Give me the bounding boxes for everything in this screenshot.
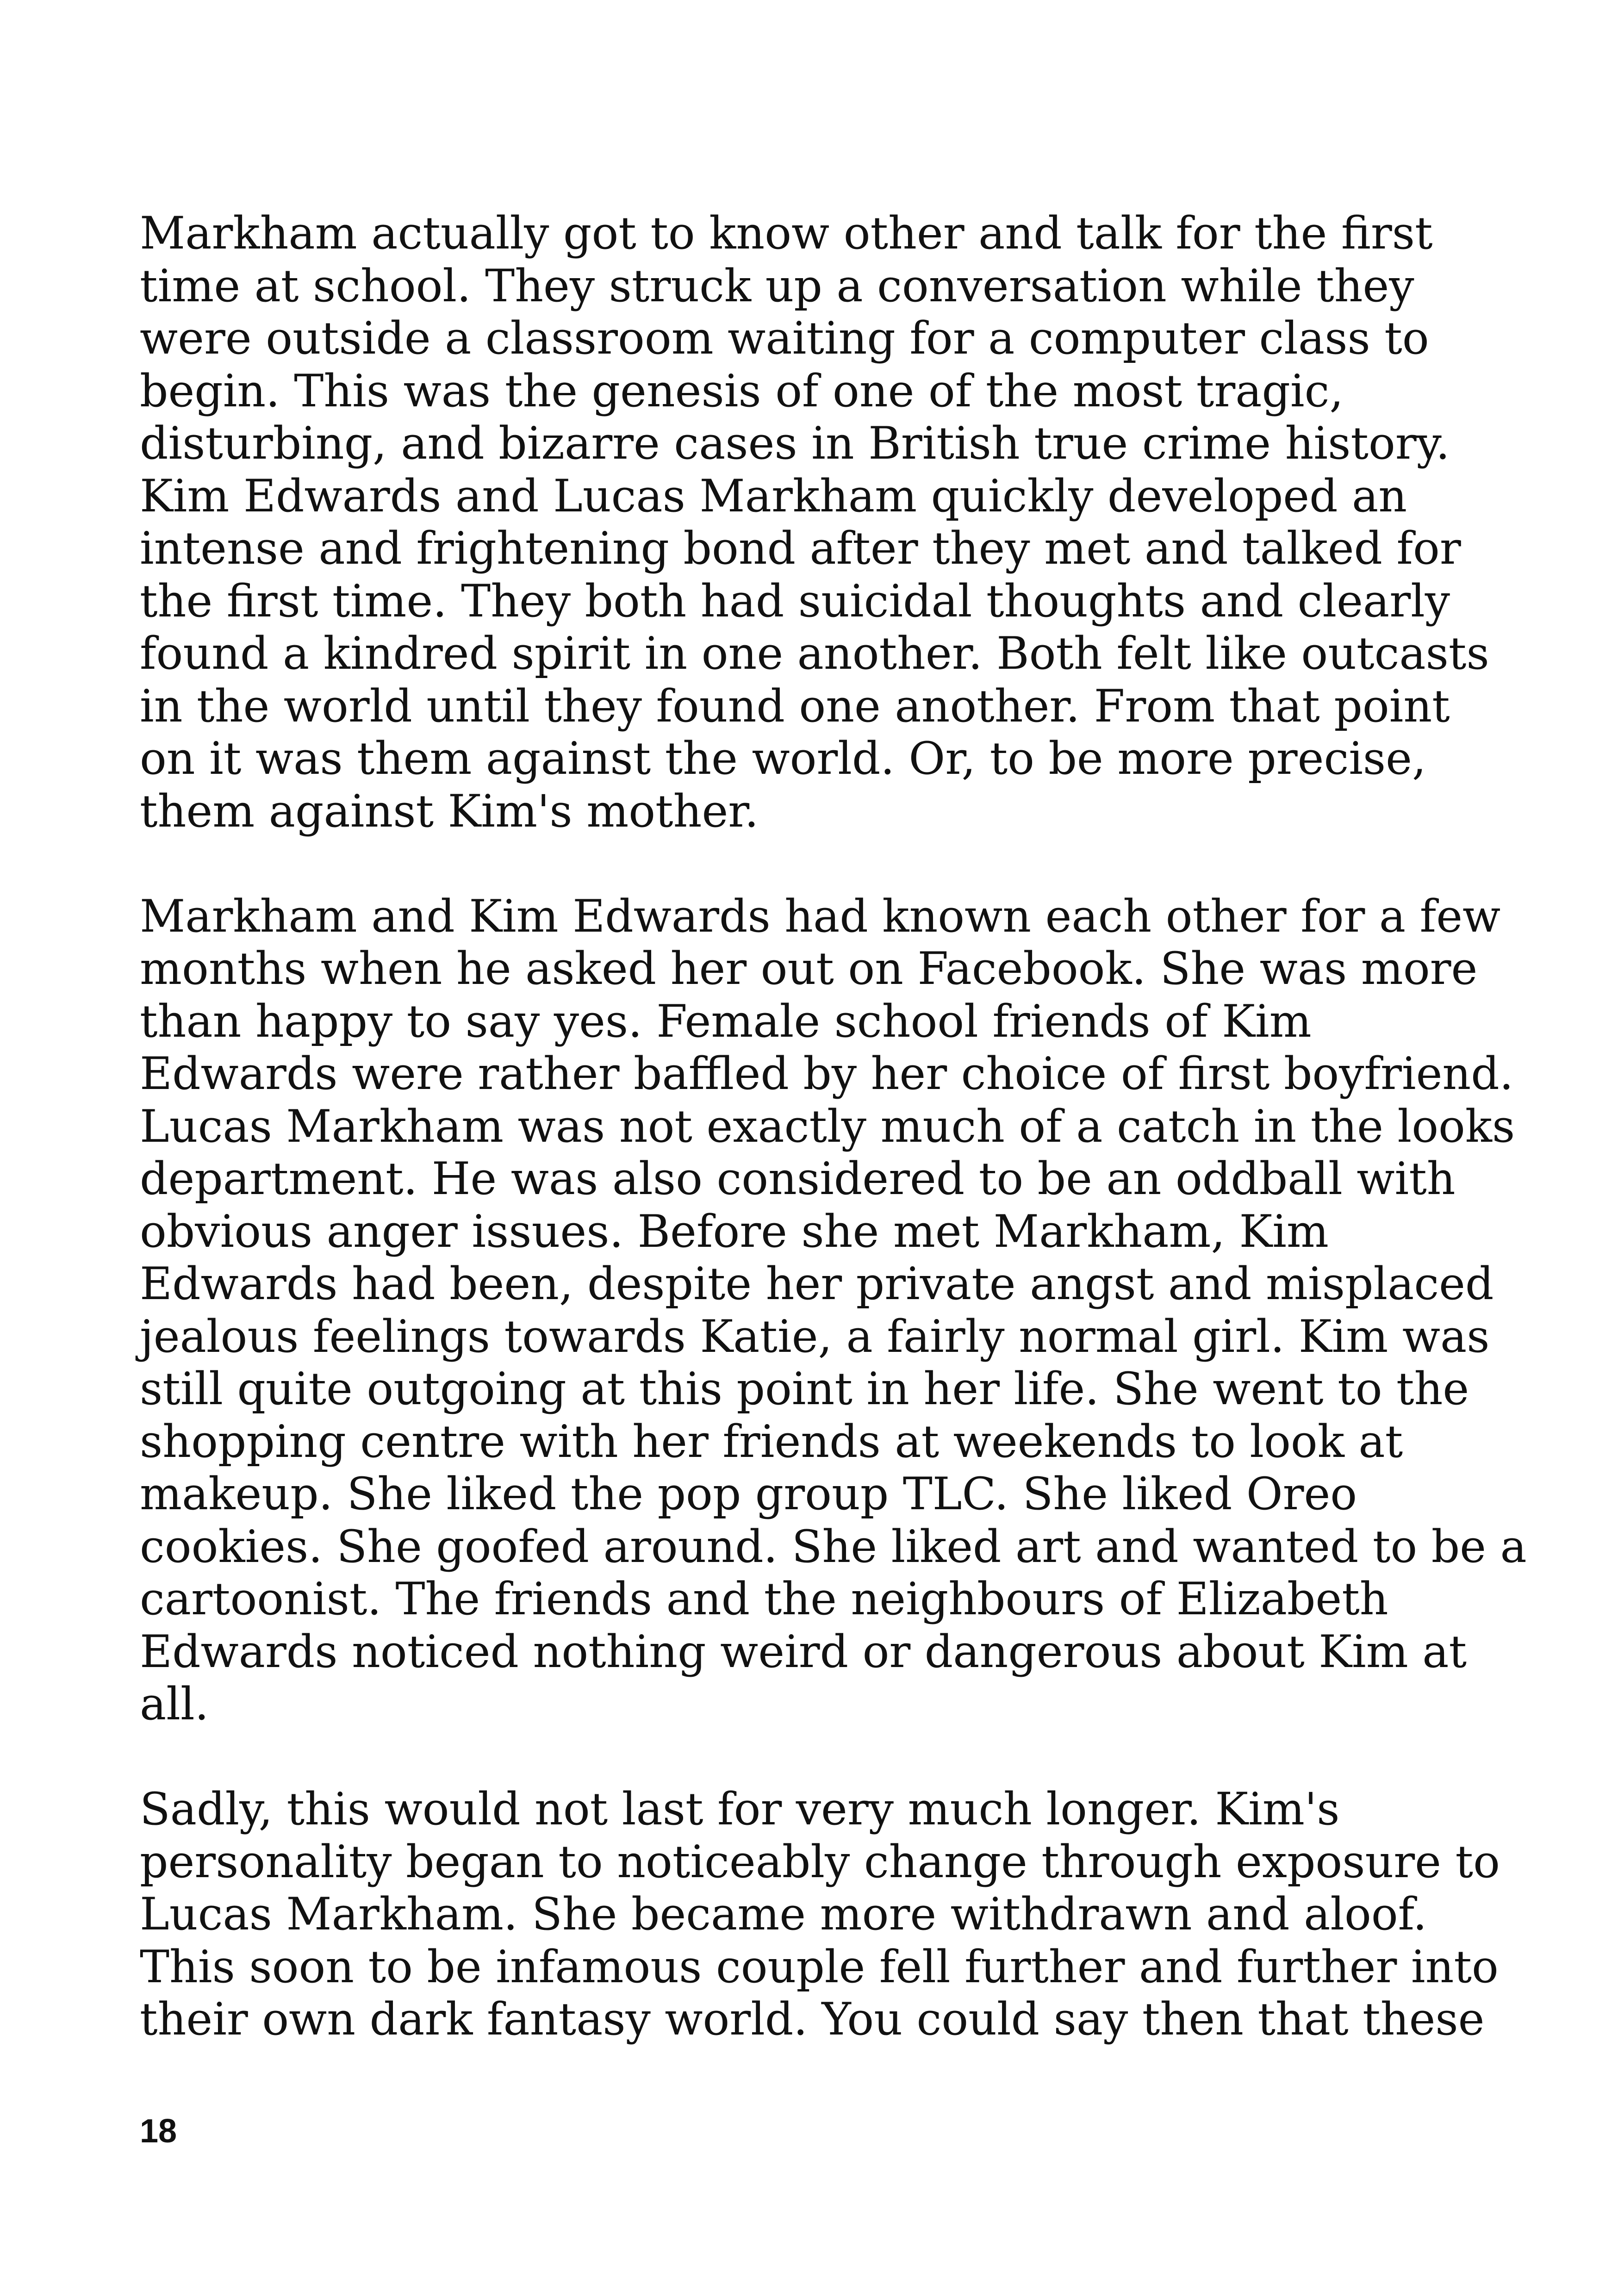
body-text [140, 207, 1527, 2046]
text-line: Sadly, this would not last for very much longer. Kim's [140, 1783, 1340, 1835]
text-line: all. [140, 1678, 209, 1730]
text-line: them against Kim's mother. [140, 785, 759, 837]
text-line: disturbing, and bizarre cases in British true crime history. [140, 417, 1450, 469]
paragraph-2 [140, 890, 1527, 1731]
text-line: months when he asked her out on Facebook. She was more [140, 943, 1478, 995]
text-line: Edwards had been, despite her private angst and misplaced [140, 1258, 1494, 1310]
text-line: personality began to noticeably change through exposure to [140, 1836, 1500, 1888]
text-line: department. He was also considered to be an oddball with [140, 1153, 1456, 1205]
paragraph-spacer [140, 1731, 1417, 1784]
text-line: Edwards were rather baffled by her choice of first boyfriend. [140, 1048, 1514, 1100]
text-line: jealous feelings towards Katie, a fairly normal girl. Kim was [140, 1310, 1490, 1363]
text-line: time at school. They struck up a conversation while they [140, 260, 1414, 312]
text-line: in the world until they found one another. From that point [140, 680, 1450, 732]
paragraph-spacer [140, 838, 1417, 890]
text-line: Markham actually got to know other and talk for the first [140, 207, 1433, 259]
text-line: Markham and Kim Edwards had known each other for a few [140, 890, 1501, 942]
text-line: makeup. She liked the pop group TLC. She liked Oreo [140, 1468, 1357, 1520]
text-line: Lucas Markham was not exactly much of a catch in the looks [140, 1100, 1515, 1152]
page-number: 18 [140, 2113, 177, 2150]
text-line: were outside a classroom waiting for a computer class to [140, 312, 1429, 364]
text-line: Lucas Markham. She became more withdrawn and aloof. [140, 1888, 1427, 1940]
text-line: intense and frightening bond after they met and talked for [140, 523, 1461, 574]
text-line: found a kindred spirit in one another. Both felt like outcasts [140, 628, 1489, 679]
text-line: their own dark fantasy world. You could say then that these [140, 1993, 1485, 2045]
text-line: cartoonist. The friends and the neighbours of Elizabeth [140, 1573, 1388, 1625]
text-line: on it was them against the world. Or, to be more precise, [140, 733, 1426, 784]
paragraph-1 [140, 207, 1489, 838]
text-line: cookies. She goofed around. She liked art and wanted to be a [140, 1520, 1527, 1573]
text-line: Kim Edwards and Lucas Markham quickly developed an [140, 470, 1407, 522]
text-line: This soon to be infamous couple fell further and further into [140, 1941, 1499, 1993]
text-line: Edwards noticed nothing weird or dangerous about Kim at [140, 1625, 1467, 1678]
text-line: obvious anger issues. Before she met Markham, Kim [140, 1205, 1329, 1257]
paragraph-3 [140, 1783, 1500, 2046]
text-line: than happy to say yes. Female school friends of Kim [140, 995, 1312, 1047]
text-line: begin. This was the genesis of one of the most tragic, [140, 365, 1344, 417]
text-line: still quite outgoing at this point in her life. She went to the [140, 1363, 1469, 1415]
text-line: the first time. They both had suicidal thoughts and clearly [140, 575, 1450, 627]
text-line: shopping centre with her friends at weekends to look at [140, 1415, 1403, 1468]
